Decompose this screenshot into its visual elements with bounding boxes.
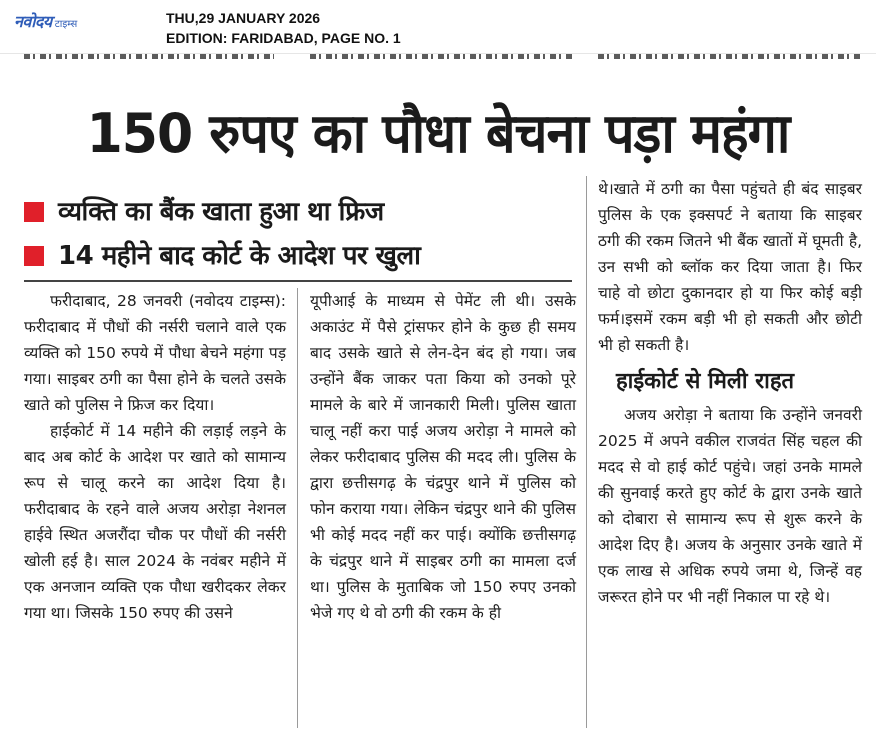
paragraph: हाईकोर्ट में 14 महीने की लड़ाई लड़ने के बाद अब कोर्ट के आदेश पर खाते को सामान्य रूप से चालू करने का आदेश दिया है। फरीदाबाद के रहने वाले अजय अरोड़ा नेशनल हाईवे स्थित अजरौंदा चौक पर पौधों की नर्सरी खोली हई है। साल 2024 के नवंबर महीने में एक अनजान व्यक्ति एक पौधा खरीदकर लेकर गया था। जिसके 150 रुपए की उसने: [24, 422, 286, 622]
edition-line: EDITION: FARIDABAD, PAGE NO. 1: [166, 30, 401, 46]
newspaper-logo: [14, 10, 77, 32]
logo-main: नवोदय: [14, 12, 52, 31]
paragraph: यूपीआई के माध्यम से पेमेंट ली थी। उसके अकाउंट में पैसे ट्रांसफर होने के कुछ ही समय बाद उसके खाते से लेन-देन बंद हो गया। जब उन्होंने बैंक जाकर पता किया को उनको पूरे मामले के बारे में जानकारी मिली। पुलिस खाता चालू नहीं करा पाई अजय अरोड़ा ने मामले को लेकर फरीदाबाद पुलिस की मदद ली। पुलिस के द्वारा छत्तीसगढ़ के चंद्रपुर थाने में पुलिस को फोन कराया गया। लेकिन चंद्रपुर थाने की पुलिस भी कोई मदद नहीं कर पाई। क्योंकि छत्तीसगढ़ के चंद्रपुर थाने में साइबर ठगी का मामला दर्ज था। पुलिस के मुताबिक जो 150 रुपए उनको भेजे गए थे वो ठगी की रकम के ही: [310, 292, 576, 622]
red-square-bullet-icon: [24, 202, 44, 222]
section-subhead: हाईकोर्ट से मिली राहत: [616, 369, 795, 394]
date-line: THU,29 JANUARY 2026: [166, 10, 321, 26]
article-column-3: [598, 176, 862, 610]
column-divider: [297, 288, 298, 728]
subheading-2: [24, 236, 420, 276]
paragraph: फरीदाबाद, 28 जनवरी (नवोदय टाइम्स): फरीदाबाद में पौधों की नर्सरी चलाने वाले एक व्यक्ति को 150 रुपये में पौधा बेचने महंगा पड़ गया। साइबर ठगी का पैसा होने के चलते उसके खाते को पुलिस ने फ्रिज कर दिया।: [24, 292, 286, 414]
article-column-2: [310, 288, 576, 626]
masthead-bar: [0, 0, 876, 54]
section-rule: [24, 280, 572, 282]
logo-sub: टाइम्स: [54, 19, 78, 30]
subheading-1: [24, 192, 384, 232]
clipped-text-strip: [0, 54, 876, 62]
subheading-1-text: व्यक्ति का बैंक खाता हुआ था फ्रिज: [58, 197, 384, 227]
red-square-bullet-icon: [24, 246, 44, 266]
article-column-1: [24, 288, 286, 626]
article-headline: 150 रुपए का पौधा बेचना पड़ा महंगा: [86, 102, 790, 166]
paragraph: अजय अरोड़ा ने बताया कि उन्होंने जनवरी 2025 में अपने वकील राजवंत सिंह चहल की मदद से वो हाई कोर्ट पहुंचे। जहां उनके मामले की सुनवाई करते हुए कोर्ट के द्वारा उनके खाते को दोबारा से सामान्य रूप से शुरू करने के आदेश दिए है। अजय के अनुसार उनके खाते में एक लाख से अधिक रुपये जमा थे, जिन्हें वह जरूरत होने पर भी नहीं निकाल पा रहे थे।: [598, 406, 862, 606]
edition-meta: [166, 8, 401, 48]
paragraph: थे।खाते में ठगी का पैसा पहुंचते ही बंद साइबर पुलिस के एक इक्सपर्ट ने बताया कि साइबर ठगी की रकम जितने भी बैंक खातों में घूमती है, उन सभी को ब्लॉक कर दिया जाता है। फिर चाहे वो छोटा दुकानदार हो या फिर कोई बड़ी फर्म।इसमें रकम बड़ी भी हो सकती और छोटी भी हो सकती है।: [598, 180, 862, 354]
column-divider: [586, 176, 587, 728]
subheading-2-text: 14 महीने बाद कोर्ट के आदेश पर खुला: [58, 241, 421, 271]
